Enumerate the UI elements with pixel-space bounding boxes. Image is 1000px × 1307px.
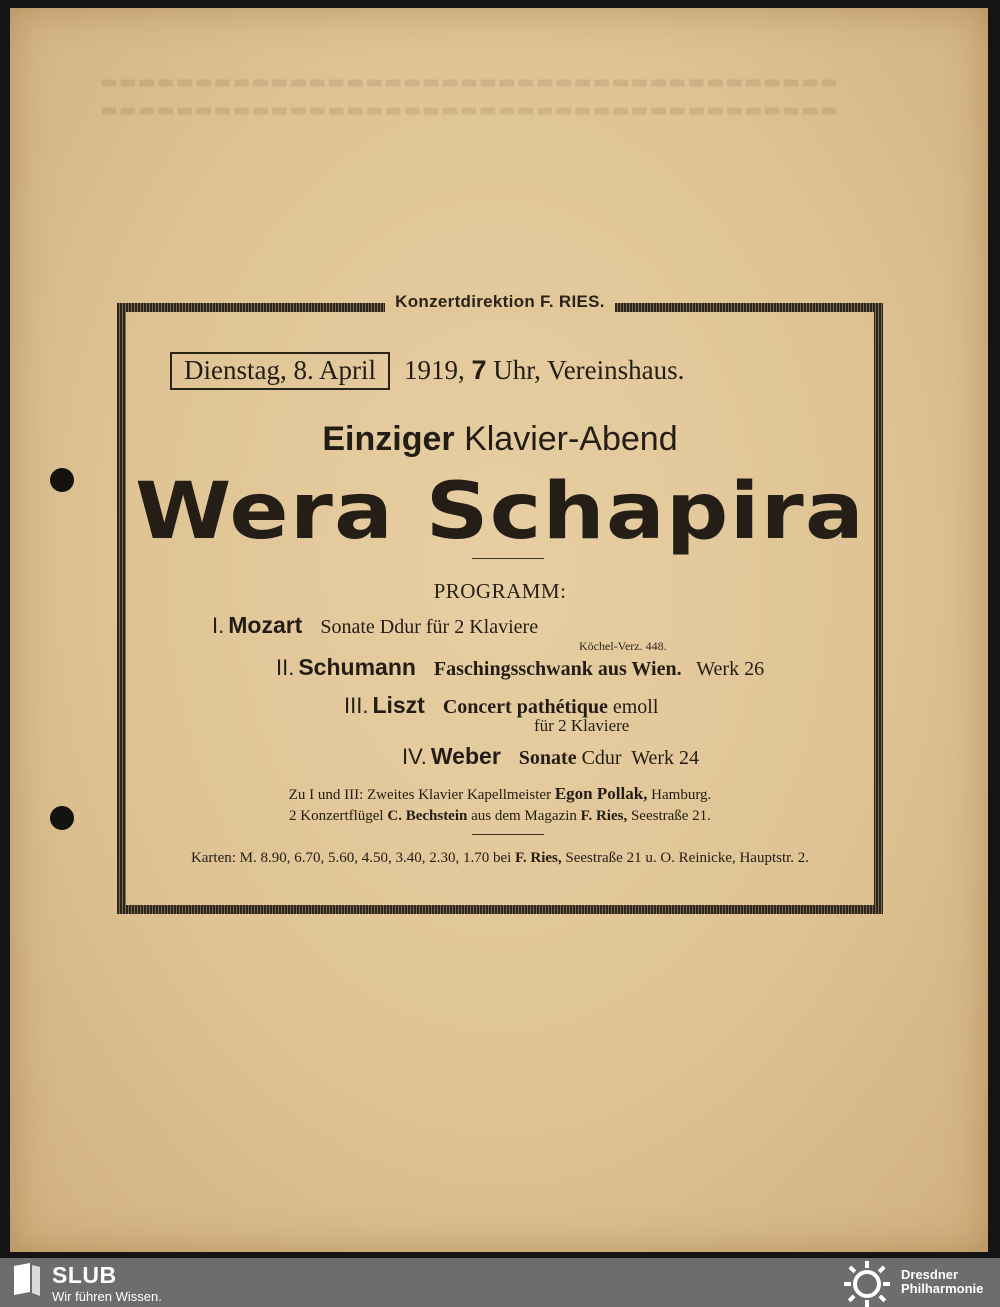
ticket-text: Karten: M. 8.90, 6.70, 5.60, 4.50, 3.40, 2.30, 1.70 bei [190, 850, 512, 866]
work-name: Sonate [518, 747, 577, 769]
composer-weber: Weber [430, 743, 501, 769]
year: 1919, [403, 355, 465, 385]
partner-line-1: Dresdner [901, 1267, 959, 1282]
footer-bar [0, 1258, 1000, 1307]
program-item-1 [212, 612, 538, 639]
work-title [519, 747, 699, 769]
agency-name: Konzertdirektion F. RIES. [385, 292, 615, 312]
item-number: IV. [402, 744, 427, 769]
slub-name: SLUB [52, 1262, 117, 1288]
composer-schumann: Schumann [298, 654, 416, 680]
concert-title [126, 420, 874, 459]
second-piano-note [126, 784, 874, 804]
date-box: Dienstag, 8. April [170, 352, 390, 390]
philharmonie-logo-icon [842, 1258, 892, 1307]
shop-name: F. Ries, [580, 808, 628, 824]
work-name: Concert pathétique [442, 696, 608, 718]
title-word-einziger: Einziger [322, 420, 455, 458]
work-opus: Werk 24 [631, 747, 700, 769]
ticket-prices [126, 850, 874, 867]
shop-address: Seestraße 21. [630, 808, 711, 824]
item-number: I. [212, 613, 225, 638]
piano-brand: C. Bechstein [387, 808, 468, 824]
program-item-4 [402, 743, 699, 770]
poster-frame [117, 292, 883, 914]
note-text: Zu I und III: Zweites Klavier Kapellmeister [288, 787, 552, 803]
punch-hole-top [50, 468, 74, 492]
programm-label: PROGRAMM: [433, 579, 567, 603]
slub-tagline: Wir führen Wissen. [52, 1289, 162, 1304]
liszt-subtitle: für 2 Klaviere [534, 716, 630, 735]
program-item-2 [276, 654, 764, 681]
bleed-through-text: ▬▬▬▬▬▬▬▬▬▬▬▬▬▬▬▬▬▬▬▬▬▬▬▬▬▬▬▬▬▬▬▬▬▬▬▬▬▬▬ ▬▬▬▬▬▬▬▬▬▬▬▬▬▬▬▬▬▬▬▬▬▬▬▬▬▬▬▬▬▬▬▬▬▬▬▬▬▬▬ [100, 71, 840, 121]
slub-logo-icon [12, 1262, 42, 1300]
program-item-3 [344, 692, 658, 719]
agency-header [126, 292, 874, 312]
ticket-address: Seestraße 21 u. O. Reinicke, Hauptstr. 2. [565, 850, 810, 866]
conductor-name: Egon Pollak, [554, 784, 648, 803]
koechel-reference: Köchel-Verz. 448. [579, 639, 667, 653]
composer-liszt: Liszt [372, 692, 425, 718]
time-venue: Uhr, Vereinshaus. [493, 355, 685, 385]
work-name: Faschingsschwank aus Wien. [433, 658, 682, 680]
note-city: Hamburg. [651, 787, 712, 803]
item-number: II. [276, 655, 295, 680]
ticket-shop: F. Ries, [515, 850, 562, 866]
note-text: aus dem Magazin [471, 808, 577, 824]
work-title: Sonate Ddur für 2 Klaviere [320, 616, 539, 638]
work-title [434, 658, 764, 680]
work-key: Cdur [581, 747, 622, 769]
work-title [443, 696, 659, 718]
partner-line-2: Philharmonie [901, 1281, 984, 1296]
composer-mozart: Mozart [228, 612, 303, 638]
work-key: emoll [612, 696, 659, 718]
artist-name: Wera Schapira [135, 467, 865, 557]
divider-rule [472, 558, 544, 559]
note-text: 2 Konzertflügel [289, 808, 384, 824]
work-opus: Werk 26 [696, 658, 765, 680]
item-number: III. [344, 693, 369, 718]
partner-name [901, 1268, 983, 1296]
divider-rule-bottom [472, 834, 544, 835]
punch-hole-bottom [50, 806, 74, 830]
piano-supplier-note [126, 808, 874, 825]
title-word-klavier-abend: Klavier-Abend [464, 420, 678, 458]
hour: 7 [471, 355, 487, 385]
date-line [170, 352, 684, 390]
